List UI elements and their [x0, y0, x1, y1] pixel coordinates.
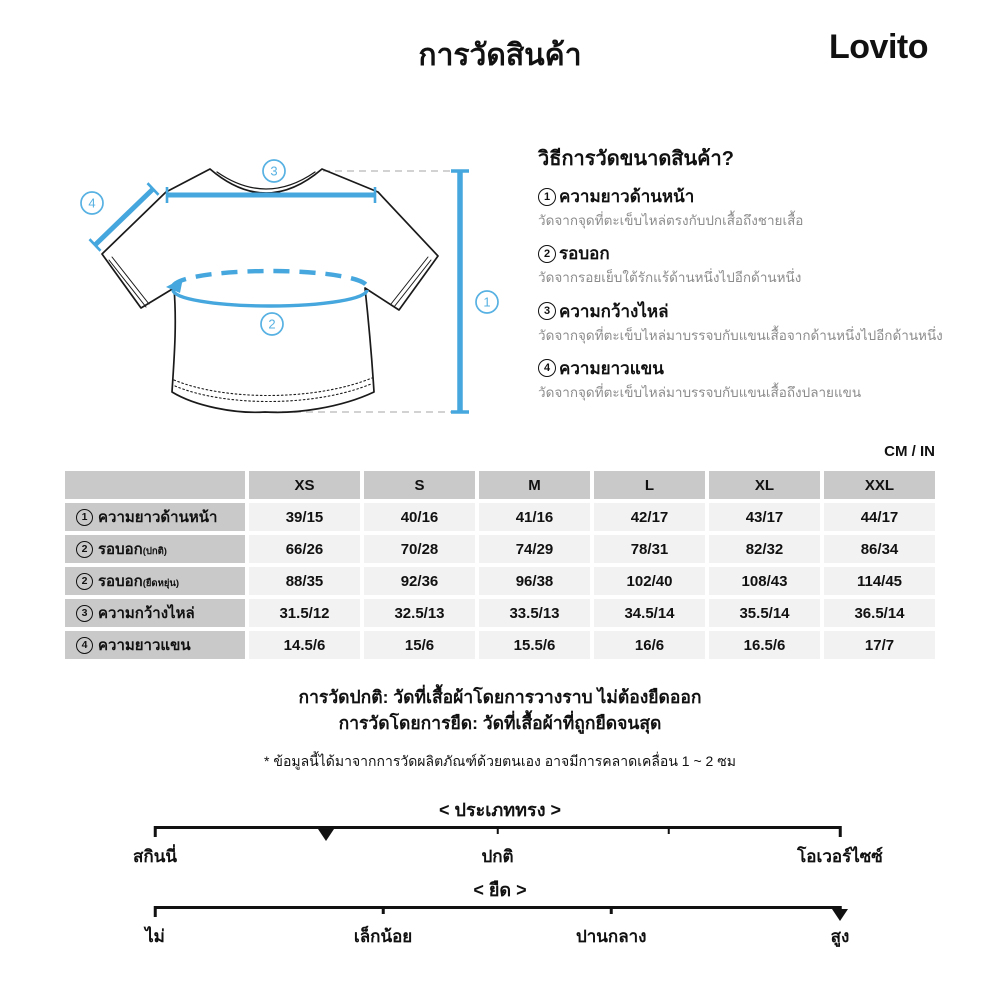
- fit-label-regular: ปกติ: [481, 847, 514, 866]
- table-cell: 78/31: [594, 535, 705, 563]
- tshirt-outline: [102, 169, 438, 412]
- table-cell: 82/32: [709, 535, 820, 563]
- circled-2-icon: 2: [76, 573, 93, 590]
- table-cell: 35.5/14: [709, 599, 820, 627]
- table-cell: 44/17: [824, 503, 935, 531]
- circled-3-icon: 3: [538, 302, 556, 320]
- howto-item-4-title: 4 ความยาวแขน: [538, 355, 966, 382]
- table-cell: 33.5/13: [479, 599, 590, 627]
- table-cell: 42/17: [594, 503, 705, 531]
- fit-scale-labels: [133, 843, 883, 866]
- circled-2-icon: 2: [538, 245, 556, 263]
- measure-2-badge: [261, 313, 283, 335]
- fit-marker-icon: [318, 829, 334, 841]
- table-cell: 43/17: [709, 503, 820, 531]
- row-label-chest-normal: 2 รอบอก (ปกติ): [65, 535, 245, 563]
- tick: [154, 826, 157, 837]
- circled-4-icon: 4: [76, 637, 93, 654]
- stretch-scale-title: < ยืด >: [473, 880, 527, 900]
- stretch-label-high: สูง: [830, 927, 850, 946]
- table-cell: 70/28: [364, 535, 475, 563]
- col-header-l: L: [594, 471, 705, 499]
- fit-label-skinny: สกินนี่: [133, 847, 177, 866]
- table-cell: 14.5/6: [249, 631, 360, 659]
- table-cell: 16/6: [594, 631, 705, 659]
- unit-label: CM / IN: [884, 443, 935, 460]
- measuring-notes: [0, 684, 1000, 773]
- table-cell: 66/26: [249, 535, 360, 563]
- fit-scale-title: < ประเภททรง >: [439, 800, 561, 820]
- circled-1-icon: 1: [538, 188, 556, 206]
- howto-item-2-desc: วัดจากรอยเย็บใต้รักแร้ด้านหนึ่งไปอีกด้านหนึ่ง: [538, 270, 802, 286]
- stretch-scale-track: [155, 906, 840, 922]
- row-label-front-length: 1 ความยาวด้านหน้า: [65, 503, 245, 531]
- stretch-scale-labels: [145, 923, 850, 946]
- table-cell: 15.5/6: [479, 631, 590, 659]
- stretch-label-slight: เล็กน้อย: [353, 927, 413, 946]
- note-stretch-measure: การวัดโดยการยืด: วัดที่เสื้อผ้าที่ถูกยืดจนสุด: [338, 713, 662, 733]
- tick: [496, 826, 499, 834]
- svg-text:3: 3: [270, 163, 278, 179]
- circled-1-icon: 1: [76, 509, 93, 526]
- page-title: การวัดสินค้า: [418, 39, 582, 72]
- howto-item-3-title: 3 ความกว้างไหล่: [538, 298, 966, 325]
- stretch-marker-icon: [832, 909, 848, 921]
- table-corner-cell: [65, 471, 245, 499]
- fit-scale-track: [155, 826, 840, 842]
- row-label-chest-stretched: 2 รอบอก (ยืดหยุ่น): [65, 567, 245, 595]
- table-cell: 74/29: [479, 535, 590, 563]
- table-cell: 32.5/13: [364, 599, 475, 627]
- table-cell: 31.5/12: [249, 599, 360, 627]
- col-header-m: M: [479, 471, 590, 499]
- howto-item-1-desc: วัดจากจุดที่ตะเข็บไหล่ตรงกับปกเสื้อถึงชายเสื้อ: [538, 213, 804, 228]
- table-cell: 92/36: [364, 567, 475, 595]
- table-cell: 16.5/6: [709, 631, 820, 659]
- col-header-xs: XS: [249, 471, 360, 499]
- row-label-shoulder-width: 3 ความกว้างไหล่: [65, 599, 245, 627]
- stretch-label-medium: ปานกลาง: [575, 927, 647, 946]
- col-header-xxl: XXL: [824, 471, 935, 499]
- table-cell: 41/16: [479, 503, 590, 531]
- guide-dashed-lines: [270, 171, 451, 412]
- note-flat-measure: การวัดปกติ: วัดที่เสื้อผ้าโดยการวางราบ ไม่ต้องยืดออก: [298, 687, 702, 707]
- howto-heading: วิธีการวัดขนาดสินค้า?: [538, 148, 735, 170]
- howto-item-4-desc: วัดจากจุดที่ตะเข็บไหล่มาบรรจบกับแขนเสื้อถึงปลายแขน: [538, 384, 862, 400]
- table-cell: 86/34: [824, 535, 935, 563]
- measure-1-badge: [476, 291, 498, 313]
- tick: [668, 826, 671, 834]
- tick: [382, 906, 385, 914]
- howto-item-1-title: 1 ความยาวด้านหน้า: [538, 183, 966, 210]
- howto-item-2-title: 2 รอบอก: [538, 240, 966, 267]
- col-header-xl: XL: [709, 471, 820, 499]
- table-cell: 108/43: [709, 567, 820, 595]
- tick: [610, 906, 613, 914]
- table-cell: 40/16: [364, 503, 475, 531]
- svg-text:2: 2: [268, 316, 276, 332]
- table-cell: 114/45: [824, 567, 935, 595]
- table-cell: 102/40: [594, 567, 705, 595]
- size-table: [65, 471, 935, 659]
- svg-text:4: 4: [88, 195, 96, 211]
- table-cell: 34.5/14: [594, 599, 705, 627]
- table-cell: 15/6: [364, 631, 475, 659]
- tick: [839, 826, 842, 837]
- table-cell: 39/15: [249, 503, 360, 531]
- table-cell: 36.5/14: [824, 599, 935, 627]
- table-cell: 96/38: [479, 567, 590, 595]
- measure-3-badge: [263, 160, 285, 182]
- col-header-s: S: [364, 471, 475, 499]
- stretch-scale-line: [155, 906, 840, 909]
- circled-2-icon: 2: [76, 541, 93, 558]
- brand-logo: Lovito: [829, 28, 928, 66]
- measure-4-badge: [81, 192, 103, 214]
- circled-4-icon: 4: [538, 359, 556, 377]
- tshirt-measurement-diagram: [60, 140, 530, 440]
- tick: [154, 906, 157, 917]
- fit-label-oversize: โอเวอร์ไซซ์: [797, 847, 883, 866]
- circled-3-icon: 3: [76, 605, 93, 622]
- svg-text:1: 1: [483, 294, 491, 310]
- note-disclaimer: * ข้อมูลนี้ได้มาจากการวัดผลิตภัณฑ์ด้วยตนเอง อาจมีการคลาดเคลื่อน 1 ~ 2 ซม: [264, 753, 736, 769]
- table-cell: 17/7: [824, 631, 935, 659]
- howto-item-3-desc: วัดจากจุดที่ตะเข็บไหล่มาบรรจบกับแขนเสื้อจากด้านหนึ่งไปอีกด้านหนึ่ง: [538, 327, 943, 343]
- table-cell: 88/35: [249, 567, 360, 595]
- howto-section: [538, 142, 966, 403]
- stretch-label-none: ไม่: [145, 927, 165, 946]
- row-label-sleeve-length: 4 ความยาวแขน: [65, 631, 245, 659]
